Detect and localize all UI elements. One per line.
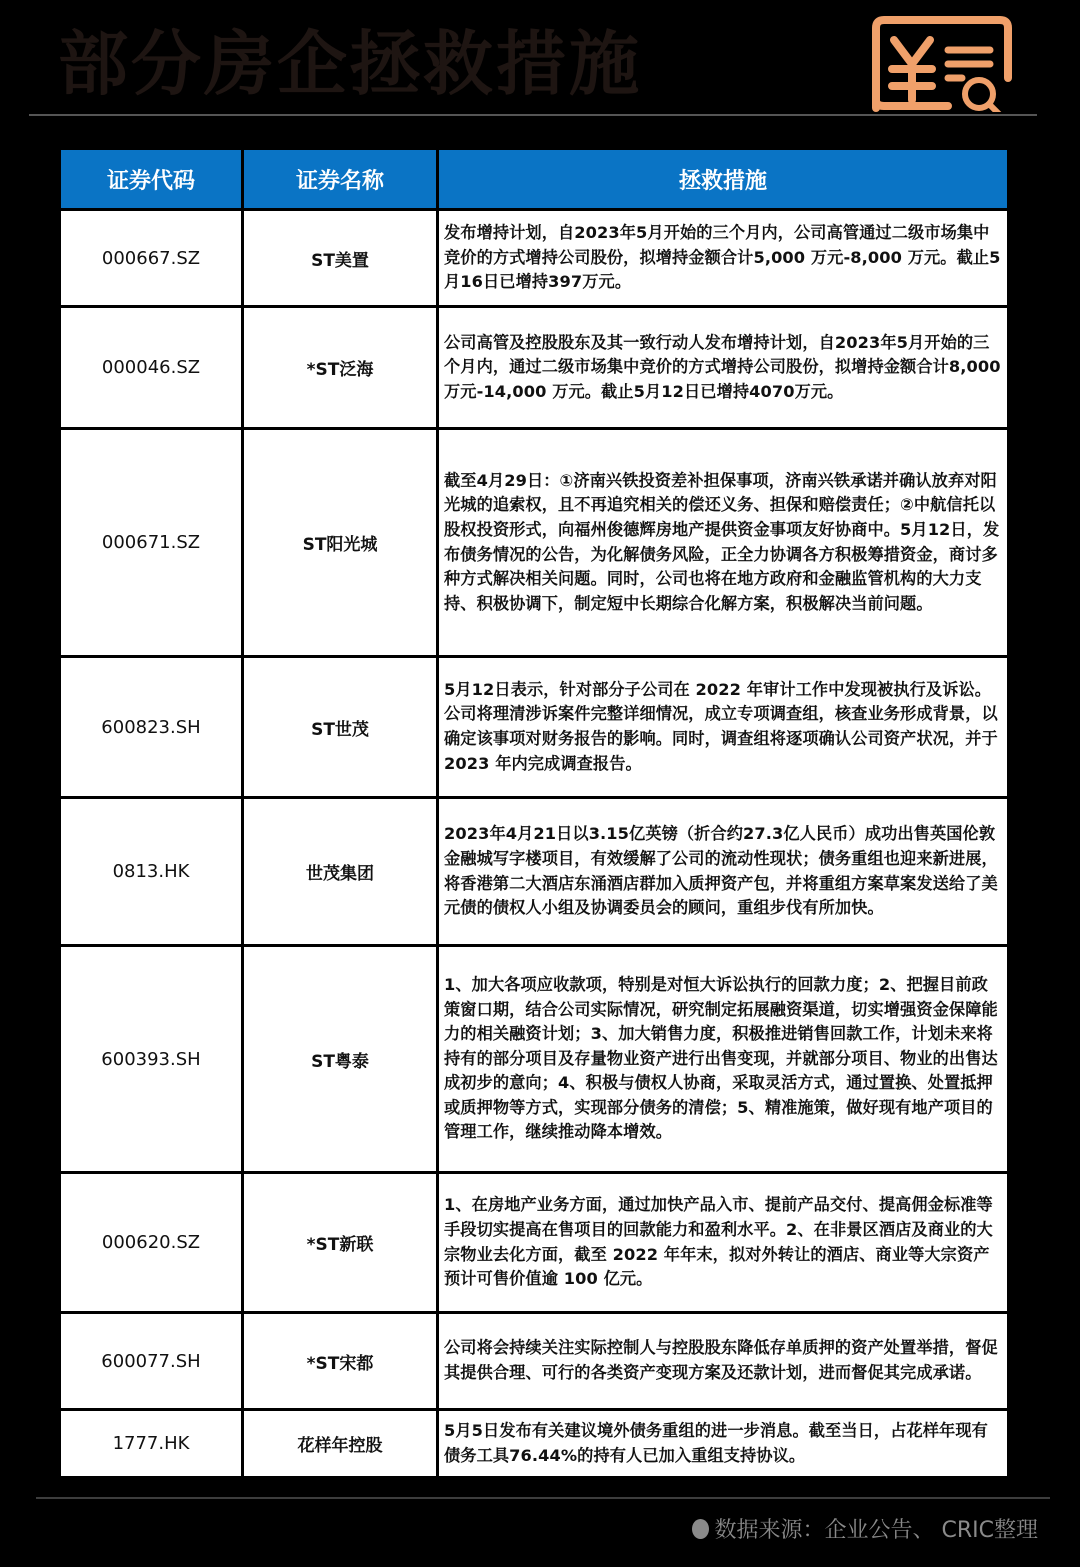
security-name: ST粤泰 — [243, 946, 438, 1173]
security-code: 000620.SZ — [60, 1173, 243, 1313]
data-source-text: 数据来源：企业公告、 CRIC整理 — [714, 1518, 1038, 1543]
rescue-measure: 公司高管及控股股东及其一致行动人发布增持计划，自2023年5月开始的三个月内，通过二级市场集中竞价的方式增持公司股份，拟增持金额合计8,000 万元-14,000 万元。截止5月12日已增持4070万元。 — [438, 307, 1009, 429]
security-code: 1777.HK — [60, 1410, 243, 1478]
table-row — [60, 798, 1009, 946]
table-row — [60, 1313, 1009, 1410]
yuan-invoice-search-icon — [866, 14, 1012, 112]
security-code: 600393.SH — [60, 946, 243, 1173]
security-name: ST世茂 — [243, 657, 438, 798]
security-code: 000667.SZ — [60, 210, 243, 307]
security-code: 000046.SZ — [60, 307, 243, 429]
column-header-name: 证券名称 — [243, 149, 438, 210]
security-name: 花样年控股 — [243, 1410, 438, 1478]
security-name: *ST泛海 — [243, 307, 438, 429]
title-divider — [29, 114, 1037, 116]
rescue-measure: 5月12日表示，针对部分子公司在 2022 年审计工作中发现被执行及诉讼。公司将理清涉诉案件完整详细情况，成立专项调查组，核查业务形成背景，以确定该事项对财务报告的影响。同时，调查组将逐项确认公司资产状况，并于 2023 年内完成调查报告。 — [438, 657, 1009, 798]
rescue-measure: 1、在房地产业务方面，通过加快产品入市、提前产品交付、提高佣金标准等手段切实提高在售项目的回款能力和盈利水平。2、在非景区酒店及商业的大宗物业去化方面，截至 2022 年年末，拟对外转让的酒店、商业等大宗资产预计可售价值逾 100 亿元。 — [438, 1173, 1009, 1313]
table-row — [60, 429, 1009, 657]
security-name: *ST新联 — [243, 1173, 438, 1313]
data-source-note — [692, 1513, 1039, 1544]
page-title: 部分房企拯救措施 — [58, 23, 642, 105]
table-header-row — [60, 149, 1009, 210]
rescue-measure: 公司将会持续关注实际控制人与控股股东降低存单质押的资产处置举措，督促其提供合理、可行的各类资产变现方案及还款计划，进而督促其完成承诺。 — [438, 1313, 1009, 1410]
security-code: 0813.HK — [60, 798, 243, 946]
rescue-measure: 发布增持计划，自2023年5月开始的三个月内，公司高管通过二级市场集中竞价的方式增持公司股份，拟增持金额合计5,000 万元-8,000 万元。截止5月16日已增持397万元。 — [438, 210, 1009, 307]
table-row — [60, 1410, 1009, 1478]
rescue-measure: 截至4月29日：①济南兴铁投资差补担保事项，济南兴铁承诺并确认放弃对阳光城的追索权，且不再追究相关的偿还义务、担保和赔偿责任；②中航信托以股权投资形式，向福州俊德辉房地产提供资金事项友好协商中。5月12日，发布债务情况的公告，为化解债务风险，正全力协调各方积极筹措资金，商讨多种方式解决相关问题。同时，公司也将在地方政府和金融监管机构的大力支持、积极协调下，制定短中长期综合化解方案，积极解决当前问题。 — [438, 429, 1009, 657]
security-name: ST美置 — [243, 210, 438, 307]
footer-divider — [36, 1497, 1050, 1499]
table-row — [60, 1173, 1009, 1313]
security-name: *ST宋都 — [243, 1313, 438, 1410]
column-header-measures: 拯救措施 — [438, 149, 1009, 210]
table-row — [60, 210, 1009, 307]
security-code: 600823.SH — [60, 657, 243, 798]
table-row — [60, 946, 1009, 1173]
rescue-measure: 1、加大各项应收款项，特别是对恒大诉讼执行的回款力度；2、把握目前政策窗口期，结合公司实际情况，研究制定拓展融资渠道，切实增强资金保障能力的相关融资计划；3、加大销售力度，积极推进销售回款工作，计划未来将持有的部分项目及存量物业资产进行出售变现，并就部分项目、物业的出售达成初步的意向；4、积极与债权人协商，采取灵活方式，通过置换、处置抵押或质押物等方式，实现部分债务的清偿；5、精准施策，做好现有地产项目的管理工作，继续推动降本增效。 — [438, 946, 1009, 1173]
rescue-measure: 5月5日发布有关建议境外债务重组的进一步消息。截至当日，占花样年现有债务工具76.44%的持有人已加入重组支持协议。 — [438, 1410, 1009, 1478]
table-row — [60, 657, 1009, 798]
bullet-dot-icon — [692, 1519, 709, 1539]
rescue-measures-table — [58, 147, 1010, 1479]
rescue-measure: 2023年4月21日以3.15亿英镑（折合约27.3亿人民币）成功出售英国伦敦金融城写字楼项目，有效缓解了公司的流动性现状；债务重组也迎来新进展，将香港第二大酒店东涌酒店群加入质押资产包，并将重组方案草案发送给了美元债的债权人小组及协调委员会的顾问，重组步伐有所加快。 — [438, 798, 1009, 946]
column-header-code: 证券代码 — [60, 149, 243, 210]
security-name: ST阳光城 — [243, 429, 438, 657]
security-name: 世茂集团 — [243, 798, 438, 946]
security-code: 000671.SZ — [60, 429, 243, 657]
security-code: 600077.SH — [60, 1313, 243, 1410]
table-row — [60, 307, 1009, 429]
